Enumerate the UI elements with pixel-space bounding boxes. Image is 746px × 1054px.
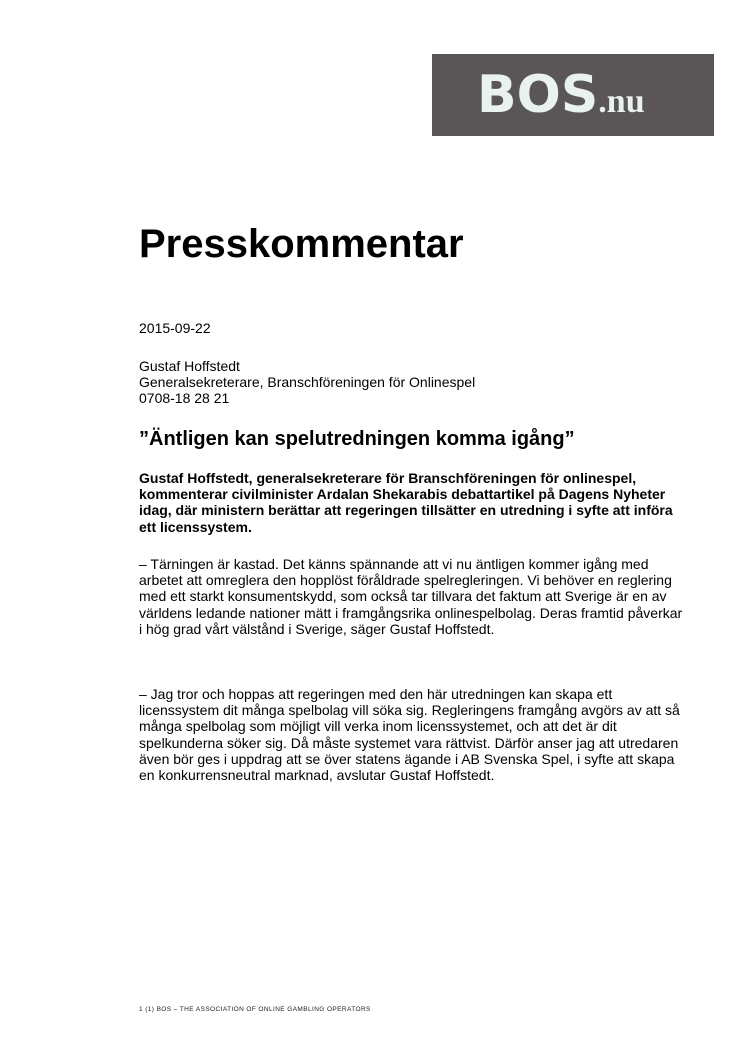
logo-suffix: .nu — [598, 83, 645, 120]
logo-main: BOS — [477, 65, 599, 125]
headline: ”Äntligen kan spelutredningen komma igång” — [139, 428, 575, 450]
contact-role: Generalsekreterare, Branschföreningen för Onlinespel — [139, 374, 476, 390]
lead-paragraph: Gustaf Hoffstedt, generalsekreterare för Branschföreningen för onlinespel, kommenterar civilminister Ardalan Shekarabis debattartikel på Dagens Nyheter idag, där ministern berättar att regeringen tillsätter en utredning i syfte att införa ett licenssystem. — [139, 470, 673, 535]
body-paragraph-1: – Tärningen är kastad. Det känns spännande att vi nu äntligen kommer igång med arbetet att omreglera den hopplöst föråldrade spelregleringen. Vi behöver en reglering med ett starkt konsumentskydd, som också tar tillvara det faktum att Sverige är en av världens ledande nationer mätt i framgångsrika onlinespelbolag. Deras framtid påverkar i hög grad vårt välstånd i Sverige, säger Gustaf Hoffstedt. — [139, 556, 683, 637]
contact-phone: 0708-18 28 21 — [139, 390, 230, 406]
page-footer: 1 (1) BOS – THE ASSOCIATION OF ONLINE GAMBLING OPERATORS — [139, 1006, 371, 1013]
contact-name: Gustaf Hoffstedt — [139, 358, 240, 374]
contact-block — [139, 358, 475, 406]
bos-logo — [432, 54, 714, 136]
body-paragraph-2: – Jag tror och hoppas att regeringen med den här utredningen kan skapa ett licenssystem dit många spelbolag vill söka sig. Regleringens framgång avgörs av att så många spelbolag som möjligt vill verka inom licenssystemet, och att det är dit spelkunderna söker sig. Då måste systemet vara rättvist. Därför anser jag att utredaren även bör ges i uppdrag att se över statens ägande i AB Svenska Spel, i syfte att skapa en konkurrensneutral marknad, avslutar Gustaf Hoffstedt. — [139, 686, 680, 784]
logo-text — [477, 60, 645, 137]
page-title: Presskommentar — [139, 222, 464, 266]
date: 2015-09-22 — [139, 320, 211, 336]
